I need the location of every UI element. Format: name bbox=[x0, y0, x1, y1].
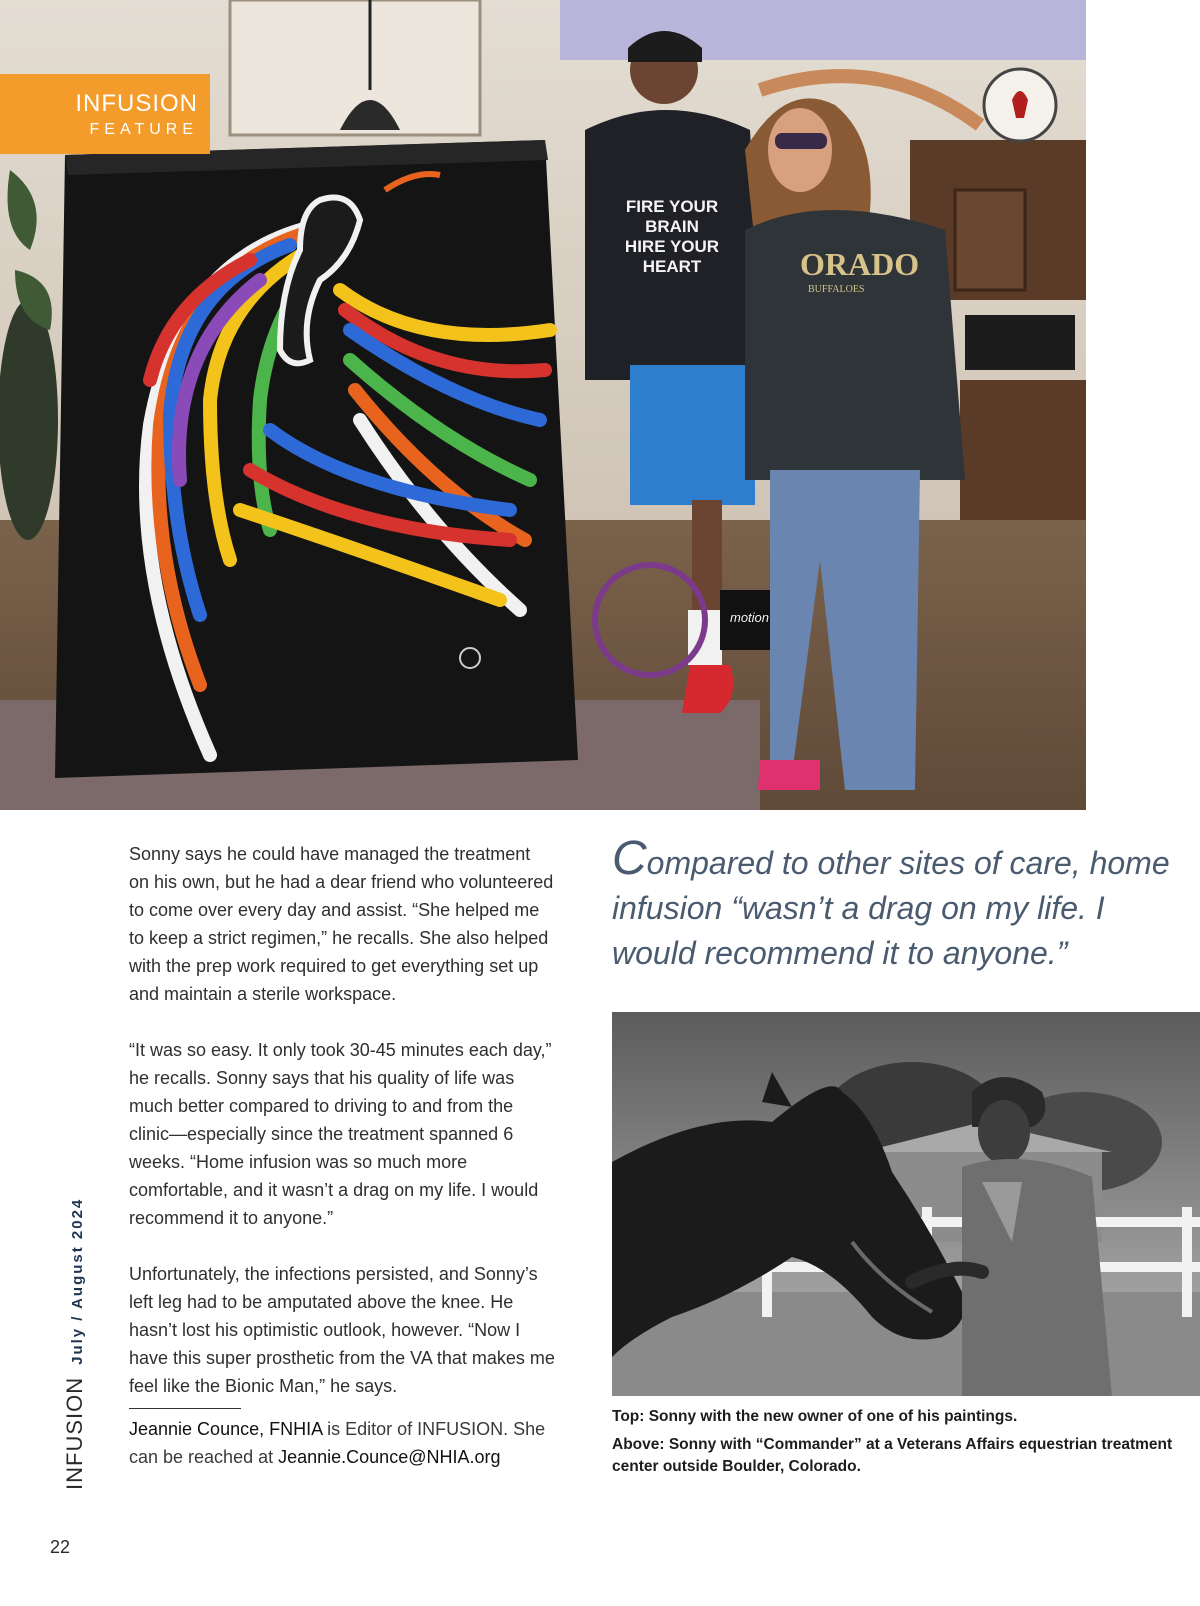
author-name: Jeannie Counce, FNHIA bbox=[129, 1419, 323, 1439]
article-body bbox=[129, 840, 555, 1471]
bottom-photo bbox=[612, 1012, 1200, 1396]
shirt-text-line: FIRE YOUR bbox=[625, 197, 719, 216]
running-footer-vertical bbox=[62, 1198, 88, 1490]
author-bio-text: is Editor of INFUSION. She can be reached at bbox=[129, 1419, 546, 1467]
top-photo bbox=[0, 0, 1086, 810]
pull-quote-dropcap: C bbox=[612, 832, 647, 885]
author-bio bbox=[129, 1415, 555, 1471]
author-email-link[interactable]: Jeannie.Counce@NHIA.org bbox=[278, 1447, 501, 1467]
hoodie-text: ORADO bbox=[800, 246, 920, 282]
wheelchair-brand-text: motion bbox=[730, 610, 770, 625]
body-paragraph: Unfortunately, the infections persisted, and Sonny’s left leg had to be amputated above the knee. He hasn’t lost his optimistic outlook, however. “Now I have this super prosthetic from the VA that makes me feel like the Bionic Man,” he says. bbox=[129, 1264, 555, 1396]
shirt-text-line: BRAIN bbox=[645, 217, 699, 236]
caption-bottom-photo: Above: Sonny with “Commander” at a Veterans Affairs equestrian treatment center outside Boulder, Colorado. bbox=[612, 1436, 1173, 1475]
bottom-photo-illustration bbox=[612, 1012, 1200, 1396]
magazine-name: INFUSION bbox=[62, 1376, 87, 1490]
pull-quote-text: ompared to other sites of care, home infusion “wasn’t a drag on my life. I would recommend it to anyone.” bbox=[612, 845, 1170, 971]
caption-top-photo: Top: Sonny with the new owner of one of his paintings. bbox=[612, 1408, 1018, 1425]
badge-label: FEATURE bbox=[89, 121, 198, 138]
body-paragraph: “It was so easy. It only took 30-45 minutes each day,” he recalls. Sonny says that his quality of life was much better compared to driving to and from the clinic—especially since the treatment spanned 6 weeks. “Home infusion was so much more comfortable, and it wasn’t a drag on my life. I would recommend it to anyone.” bbox=[129, 1040, 552, 1228]
shirt-text-line: HEART bbox=[642, 257, 702, 276]
bio-divider bbox=[129, 1408, 241, 1409]
hoodie-subtext: BUFFALOES bbox=[808, 284, 865, 295]
body-paragraph: Sonny says he could have managed the treatment on his own, but he had a dear friend who volunteered to come over every day and assist. “She helped me to keep a strict regimen,” he recalls. She also helped with the prep work required to get everything set up and maintain a sterile workspace. bbox=[129, 844, 554, 1004]
photo-captions bbox=[612, 1406, 1200, 1484]
shirt-text-line: HIRE YOUR bbox=[624, 237, 720, 256]
badge-brand: INFUSION bbox=[75, 90, 198, 117]
feature-badge bbox=[0, 74, 210, 154]
page-number: 22 bbox=[50, 1537, 71, 1557]
pull-quote bbox=[612, 832, 1192, 976]
issue-date: July / August 2024 bbox=[69, 1197, 86, 1365]
